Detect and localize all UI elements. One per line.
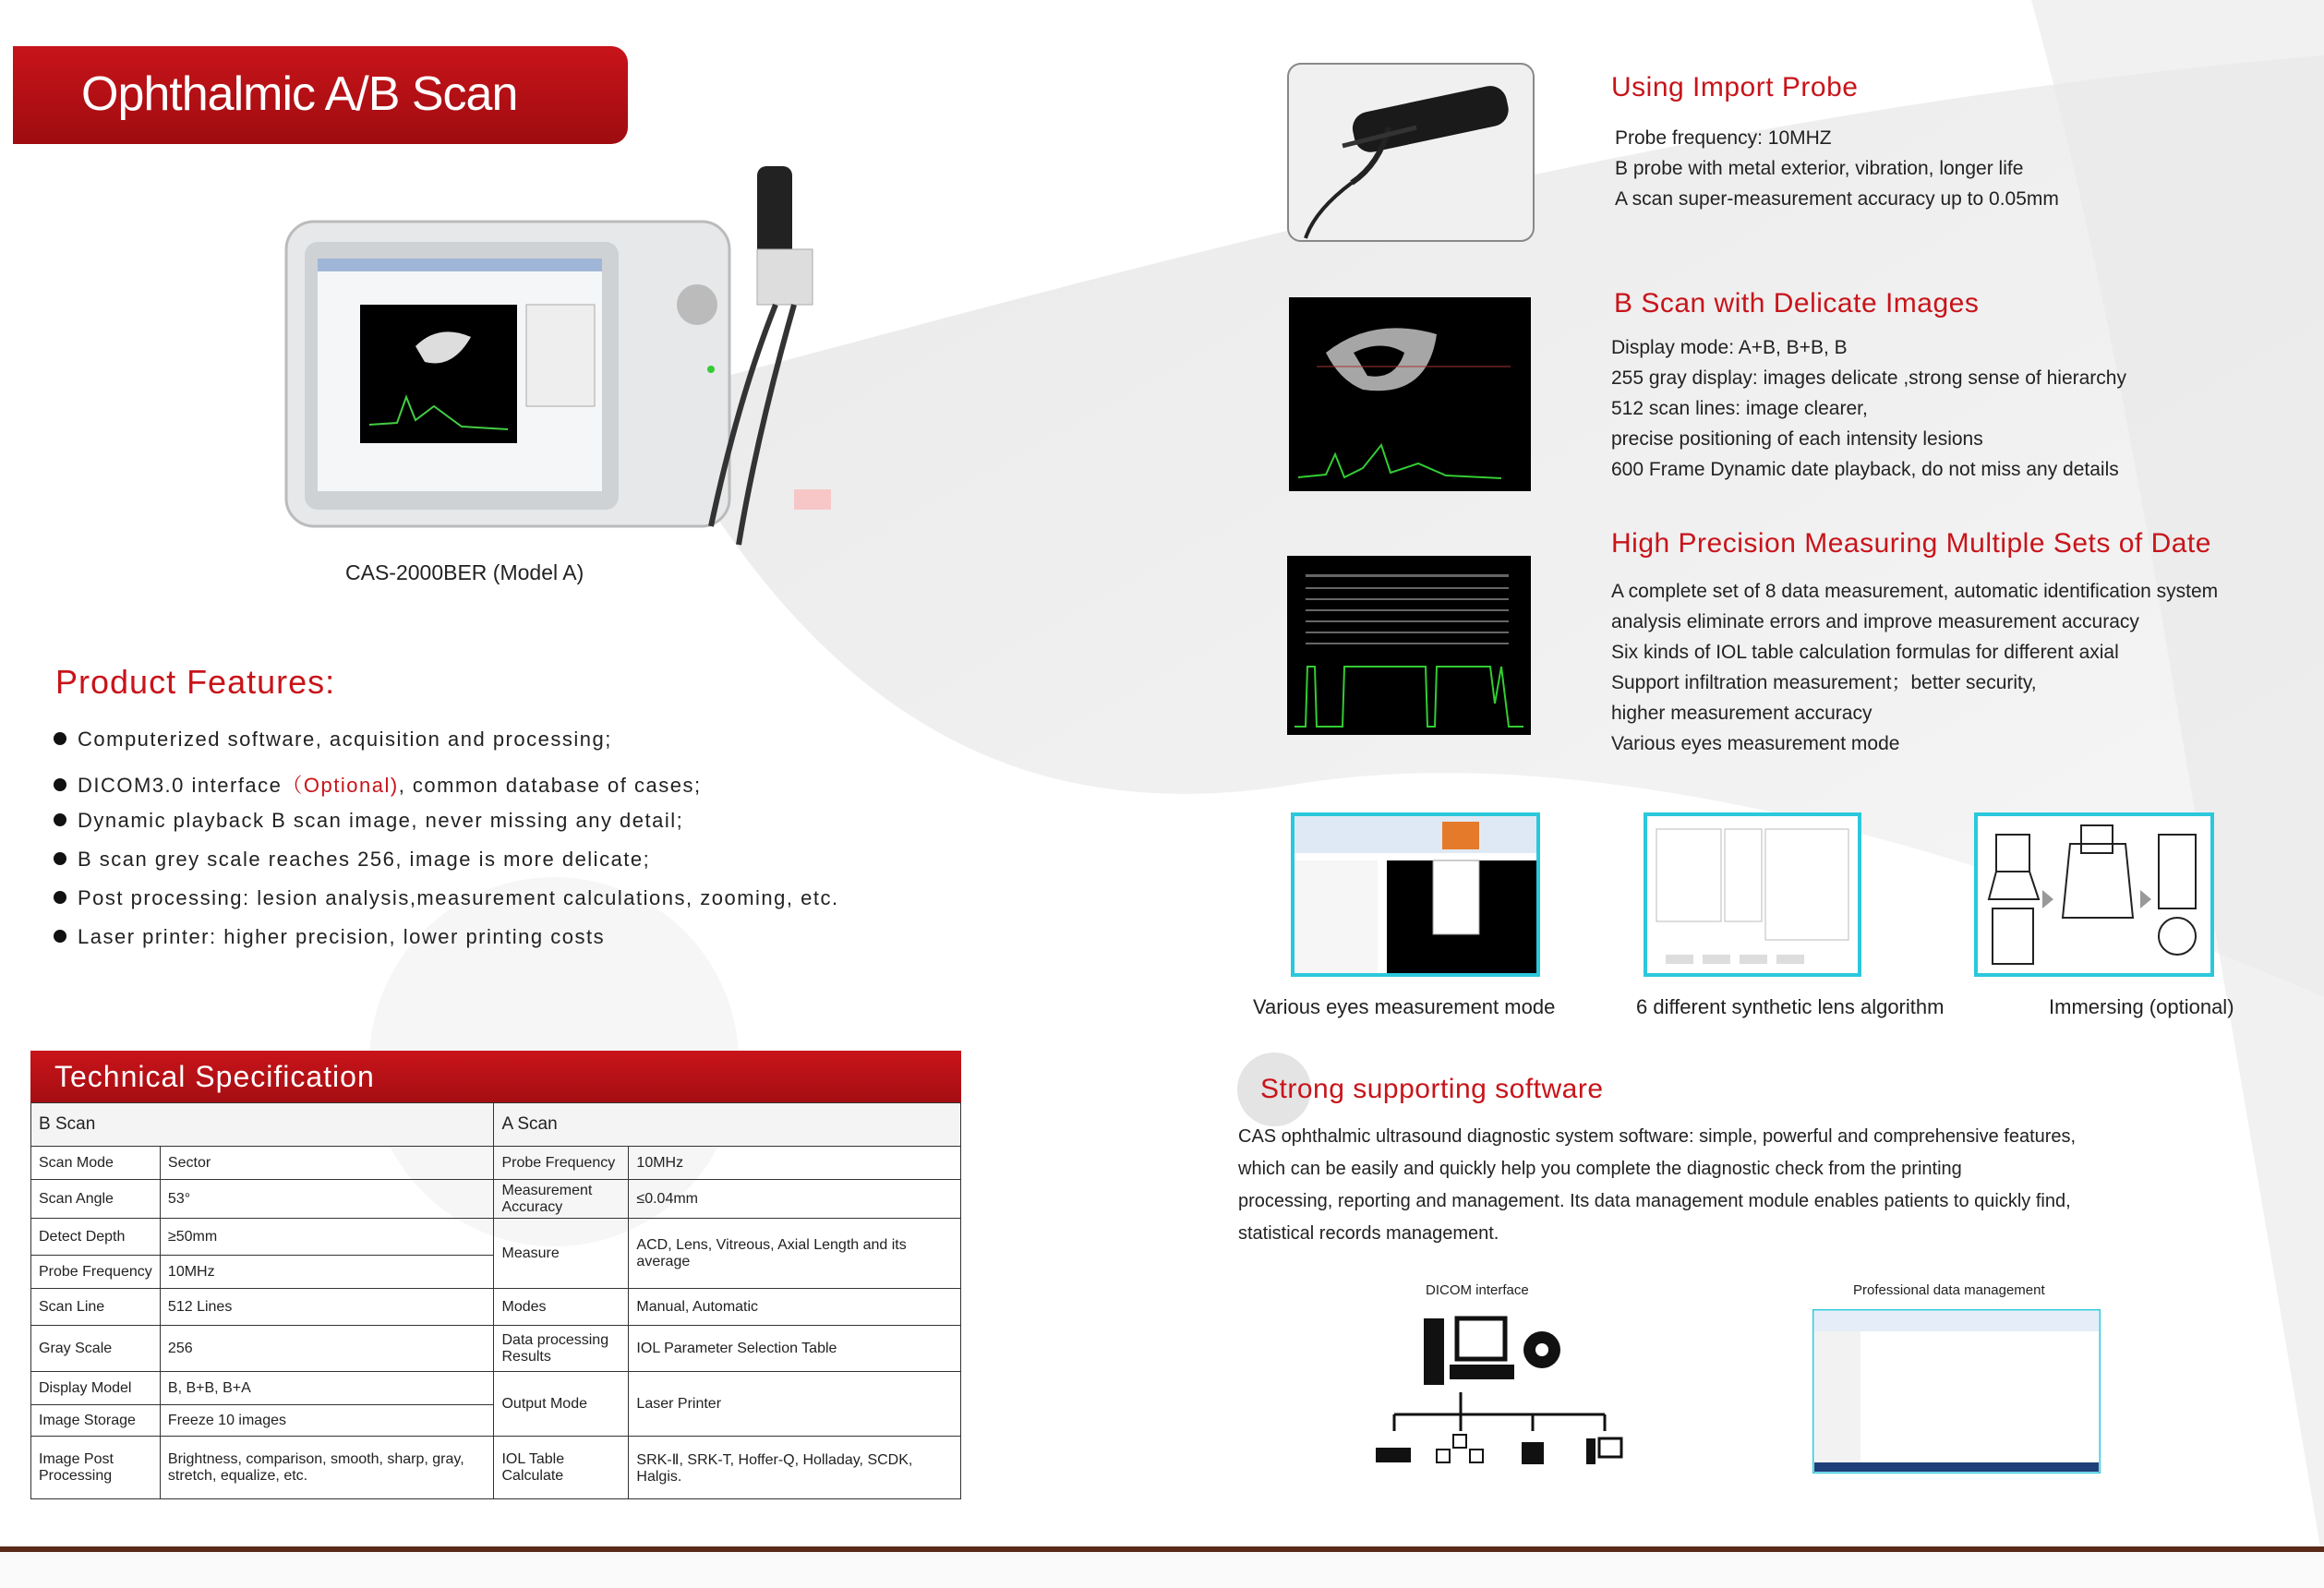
- spec-title: Technical Specification: [30, 1051, 961, 1102]
- data-management-caption: Professional data management: [1853, 1282, 2045, 1298]
- device-caption: CAS-2000BER (Model A): [345, 560, 584, 584]
- spec-table: [30, 1102, 961, 1499]
- table-cell: Data processing Results: [494, 1326, 629, 1372]
- table-row: [31, 1219, 961, 1256]
- table-row: [31, 1437, 961, 1499]
- lens-algorithm-thumbnail: [1644, 812, 1861, 977]
- feature-item: B scan grey scale reaches 256, image is more delicate;: [54, 848, 885, 872]
- spec-col-a: A Scan: [494, 1103, 961, 1147]
- bscan-list: [1611, 332, 2126, 485]
- list-item: 255 gray display: images delicate ,strong sense of hierarchy: [1611, 367, 2126, 389]
- text-line: statistical records management.: [1238, 1223, 1499, 1244]
- bscan-title: B Scan with Delicate Images: [1614, 288, 1980, 319]
- list-item: Display mode: A+B, B+B, B: [1611, 337, 1848, 358]
- spec-section: [30, 1051, 961, 1499]
- table-cell: ≥50mm: [160, 1219, 494, 1256]
- table-cell: Sector: [160, 1147, 494, 1180]
- feature-item: Dynamic playback B scan image, never missing any detail;: [54, 809, 885, 833]
- table-cell: 512 Lines: [160, 1289, 494, 1326]
- table-cell: Gray Scale: [31, 1326, 161, 1372]
- feature-item: Post processing: lesion analysis,measurement calculations, zooming, etc.: [54, 886, 885, 910]
- list-item: analysis eliminate errors and improve measurement accuracy: [1611, 611, 2139, 632]
- dicom-caption: DICOM interface: [1426, 1282, 1529, 1298]
- probe-title: Using Import Probe: [1611, 72, 1859, 102]
- precision-title: High Precision Measuring Multiple Sets of Date: [1611, 528, 2211, 559]
- table-cell: B, B+B, B+A: [160, 1372, 494, 1405]
- list-item: Six kinds of IOL table calculation formulas for different axial: [1611, 642, 2119, 663]
- dicom-network-icon: [1357, 1311, 1634, 1474]
- table-cell: 10MHz: [629, 1147, 961, 1180]
- table-cell: Freeze 10 images: [160, 1405, 494, 1437]
- list-item: Probe frequency: 10MHZ: [1615, 127, 1832, 149]
- table-cell: Probe Frequency: [31, 1256, 161, 1289]
- precision-list: [1611, 576, 2218, 759]
- eyes-mode-thumbnail: [1291, 812, 1540, 977]
- table-cell: 10MHz: [160, 1256, 494, 1289]
- table-cell: Scan Angle: [31, 1180, 161, 1219]
- feature-item: Computerized software, acquisition and processing;: [54, 728, 885, 752]
- table-cell: 256: [160, 1326, 494, 1372]
- list-item: Various eyes measurement mode: [1611, 733, 1900, 754]
- software-description: [1238, 1121, 2076, 1250]
- thumb-caption-eyes: Various eyes measurement mode: [1253, 995, 1556, 1018]
- software-title: Strong supporting software: [1260, 1074, 1604, 1104]
- list-item: A scan super-measurement accuracy up to 0.05mm: [1615, 188, 2059, 210]
- table-cell: Manual, Automatic: [629, 1289, 961, 1326]
- feature-item: Laser printer: higher precision, lower printing costs: [54, 925, 885, 949]
- table-cell: SRK-Ⅱ, SRK-T, Hoffer-Q, Holladay, SCDK, Halgis.: [629, 1437, 961, 1499]
- table-cell: Measurement Accuracy: [494, 1180, 629, 1219]
- table-cell: ACD, Lens, Vitreous, Axial Length and its average: [629, 1219, 961, 1289]
- feature-item: DICOM3.0 interface（Optional), common database of cases;: [54, 770, 885, 799]
- bullet-icon: [54, 891, 66, 904]
- list-item: Support infiltration measurement；better security,: [1611, 672, 2037, 693]
- immersing-thumbnail: [1974, 812, 2214, 977]
- list-item: A complete set of 8 data measurement, automatic identification system: [1611, 581, 2219, 602]
- page-title: Ophthalmic A/B Scan: [81, 67, 518, 121]
- table-cell: Display Model: [31, 1372, 161, 1405]
- table-cell: Measure: [494, 1219, 629, 1289]
- list-item: higher measurement accuracy: [1611, 703, 1872, 724]
- table-cell: Scan Line: [31, 1289, 161, 1326]
- bullet-icon: [54, 813, 66, 826]
- device-image: [277, 157, 849, 554]
- table-cell: Brightness, comparison, smooth, sharp, gray, stretch, equalize, etc.: [160, 1437, 494, 1499]
- spec-col-b: B Scan: [31, 1103, 494, 1147]
- table-cell: Detect Depth: [31, 1219, 161, 1256]
- probe-list: [1615, 123, 2059, 214]
- table-row: [31, 1180, 961, 1219]
- thumb-caption-immersing: Immersing (optional): [2049, 995, 2234, 1018]
- thumb-caption-lens: 6 different synthetic lens algorithm: [1636, 995, 1945, 1018]
- table-cell: Modes: [494, 1289, 629, 1326]
- list-item: 512 scan lines: image clearer,: [1611, 398, 1868, 419]
- table-cell: IOL Parameter Selection Table: [629, 1326, 961, 1372]
- bullet-icon: [54, 732, 66, 745]
- ascan-image: [1287, 556, 1531, 735]
- table-cell: IOL Table Calculate: [494, 1437, 629, 1499]
- footer-bar: [0, 1552, 2324, 1588]
- text-line: CAS ophthalmic ultrasound diagnostic system software: simple, powerful and comprehensive features,: [1238, 1126, 2077, 1147]
- table-cell: 53°: [160, 1180, 494, 1219]
- table-cell: Scan Mode: [31, 1147, 161, 1180]
- bscan-image: [1289, 297, 1531, 491]
- table-cell: Image Storage: [31, 1405, 161, 1437]
- bullet-icon: [54, 930, 66, 943]
- table-cell: Image Post Processing: [31, 1437, 161, 1499]
- table-cell: Output Mode: [494, 1372, 629, 1437]
- text-line: processing, reporting and management. Its data management module enables patients to quickly find,: [1238, 1191, 2071, 1211]
- bullet-icon: [54, 852, 66, 865]
- table-cell: Probe Frequency: [494, 1147, 629, 1180]
- table-row: [31, 1147, 961, 1180]
- text-line: which can be easily and quickly help you complete the diagnostic check from the printing: [1238, 1159, 1962, 1179]
- table-row: [31, 1326, 961, 1372]
- table-row: [31, 1289, 961, 1326]
- list-item: B probe with metal exterior, vibration, longer life: [1615, 158, 2024, 179]
- data-management-screenshot: [1812, 1309, 2101, 1474]
- probe-photo: [1287, 63, 1535, 242]
- features-title: Product Features:: [55, 663, 336, 701]
- bullet-icon: [54, 778, 66, 791]
- optional-label: （Optional): [282, 774, 399, 797]
- table-cell: ≤0.04mm: [629, 1180, 961, 1219]
- list-item: precise positioning of each intensity lesions: [1611, 428, 1983, 450]
- list-item: 600 Frame Dynamic date playback, do not miss any details: [1611, 459, 2119, 480]
- table-cell: Laser Printer: [629, 1372, 961, 1437]
- table-row: [31, 1372, 961, 1405]
